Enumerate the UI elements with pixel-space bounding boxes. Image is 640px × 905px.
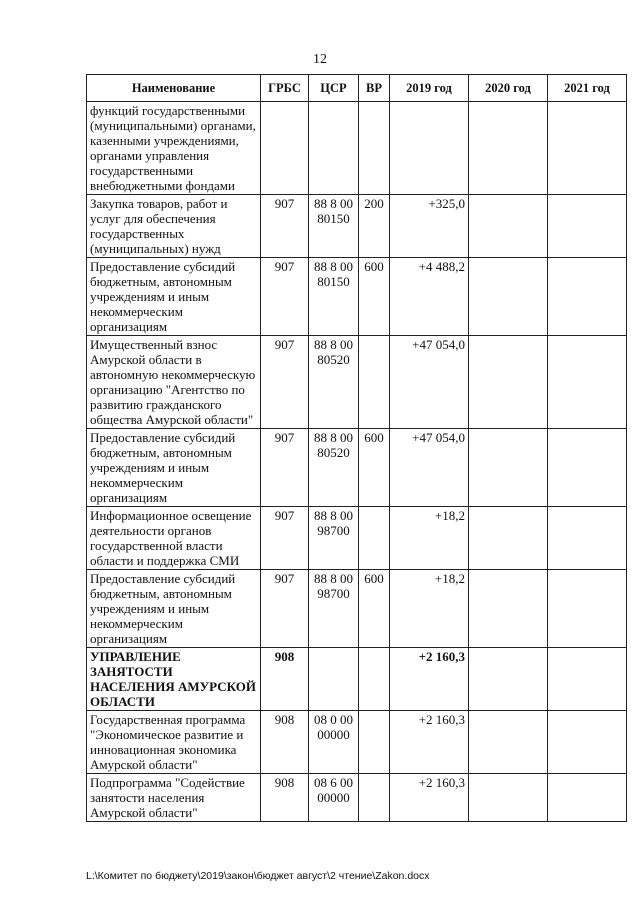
- cell-grbs: 907: [261, 195, 309, 258]
- cell-2019: +47 054,0: [390, 429, 469, 507]
- budget-table: [86, 74, 627, 822]
- cell-vr: 600: [359, 429, 390, 507]
- cell-csr: 08 6 00 00000: [309, 774, 359, 822]
- cell-2020: [469, 711, 548, 774]
- page-number: 12: [313, 52, 327, 67]
- cell-2021: [548, 336, 627, 429]
- cell-csr: [309, 648, 359, 711]
- cell-vr: [359, 648, 390, 711]
- cell-vr: [359, 507, 390, 570]
- table-row: [87, 258, 627, 336]
- cell-2020: [469, 774, 548, 822]
- cell-name: Информационное освещение деятельности органов государственной власти области и поддержка СМИ: [87, 507, 261, 570]
- cell-grbs: 907: [261, 258, 309, 336]
- cell-2020: [469, 429, 548, 507]
- table-header: [87, 75, 627, 102]
- cell-vr: [359, 102, 390, 195]
- cell-vr: [359, 336, 390, 429]
- cell-2021: [548, 102, 627, 195]
- table-row: [87, 336, 627, 429]
- cell-2021: [548, 195, 627, 258]
- cell-name: Закупка товаров, работ и услуг для обеспечения государственных (муниципальных) нужд: [87, 195, 261, 258]
- table-row: [87, 429, 627, 507]
- cell-csr: 08 0 00 00000: [309, 711, 359, 774]
- cell-grbs: 907: [261, 429, 309, 507]
- cell-grbs: 907: [261, 507, 309, 570]
- cell-vr: 600: [359, 570, 390, 648]
- cell-name: Подпрограмма "Содействие занятости населения Амурской области": [87, 774, 261, 822]
- cell-vr: [359, 774, 390, 822]
- cell-2020: [469, 195, 548, 258]
- cell-2019: +2 160,3: [390, 711, 469, 774]
- cell-grbs: 908: [261, 648, 309, 711]
- cell-vr: 600: [359, 258, 390, 336]
- cell-2021: [548, 711, 627, 774]
- cell-grbs: 907: [261, 570, 309, 648]
- cell-2021: [548, 570, 627, 648]
- header-2021: 2021 год: [548, 75, 627, 102]
- cell-2020: [469, 570, 548, 648]
- cell-csr: [309, 102, 359, 195]
- cell-name: УПРАВЛЕНИЕ ЗАНЯТОСТИ НАСЕЛЕНИЯ АМУРСКОЙ ОБЛАСТИ: [87, 648, 261, 711]
- cell-2020: [469, 258, 548, 336]
- table-row: [87, 507, 627, 570]
- cell-2019: +2 160,3: [390, 774, 469, 822]
- header-row: [87, 75, 627, 102]
- cell-name: Государственная программа "Экономическое развитие и инновационная экономика Амурской области": [87, 711, 261, 774]
- header-2020: 2020 год: [469, 75, 548, 102]
- cell-2019: +2 160,3: [390, 648, 469, 711]
- table-row: [87, 195, 627, 258]
- header-name: Наименование: [87, 75, 261, 102]
- cell-2020: [469, 507, 548, 570]
- cell-grbs: 907: [261, 336, 309, 429]
- cell-2021: [548, 429, 627, 507]
- cell-csr: 88 8 00 80520: [309, 429, 359, 507]
- cell-2019: [390, 102, 469, 195]
- cell-grbs: 908: [261, 711, 309, 774]
- table-row: [87, 102, 627, 195]
- cell-grbs: [261, 102, 309, 195]
- table-body: [87, 102, 627, 822]
- cell-name: функций государственными (муниципальными) органами, казенными учреждениями, органами управления государственными внебюджетными фондами: [87, 102, 261, 195]
- cell-2021: [548, 258, 627, 336]
- table-row: [87, 570, 627, 648]
- cell-2020: [469, 102, 548, 195]
- cell-grbs: 908: [261, 774, 309, 822]
- cell-name: Предоставление субсидий бюджетным, автономным учреждениям и иным некоммерческим организациям: [87, 258, 261, 336]
- cell-2019: +18,2: [390, 507, 469, 570]
- table-row: [87, 774, 627, 822]
- cell-csr: 88 8 00 80150: [309, 195, 359, 258]
- table-row: [87, 711, 627, 774]
- cell-csr: 88 8 00 80150: [309, 258, 359, 336]
- header-csr: ЦСР: [309, 75, 359, 102]
- footer-file-path: L:\Комитет по бюджету\2019\закон\бюджет август\2 чтение\Zakon.docx: [86, 870, 430, 882]
- cell-csr: 88 8 00 98700: [309, 507, 359, 570]
- cell-2021: [548, 648, 627, 711]
- cell-vr: 200: [359, 195, 390, 258]
- header-2019: 2019 год: [390, 75, 469, 102]
- cell-2019: +47 054,0: [390, 336, 469, 429]
- cell-2019: +18,2: [390, 570, 469, 648]
- cell-2019: +325,0: [390, 195, 469, 258]
- cell-name: Имущественный взнос Амурской области в автономную некоммерческую организацию "Агентство по развитию гражданского общества Амурской области": [87, 336, 261, 429]
- cell-2020: [469, 336, 548, 429]
- cell-name: Предоставление субсидий бюджетным, автономным учреждениям и иным некоммерческим организациям: [87, 429, 261, 507]
- cell-2021: [548, 507, 627, 570]
- cell-csr: 88 8 00 98700: [309, 570, 359, 648]
- cell-vr: [359, 711, 390, 774]
- cell-2020: [469, 648, 548, 711]
- cell-2021: [548, 774, 627, 822]
- cell-name: Предоставление субсидий бюджетным, автономным учреждениям и иным некоммерческим организациям: [87, 570, 261, 648]
- table-row: [87, 648, 627, 711]
- header-grbs: ГРБС: [261, 75, 309, 102]
- cell-2019: +4 488,2: [390, 258, 469, 336]
- header-vr: ВР: [359, 75, 390, 102]
- cell-csr: 88 8 00 80520: [309, 336, 359, 429]
